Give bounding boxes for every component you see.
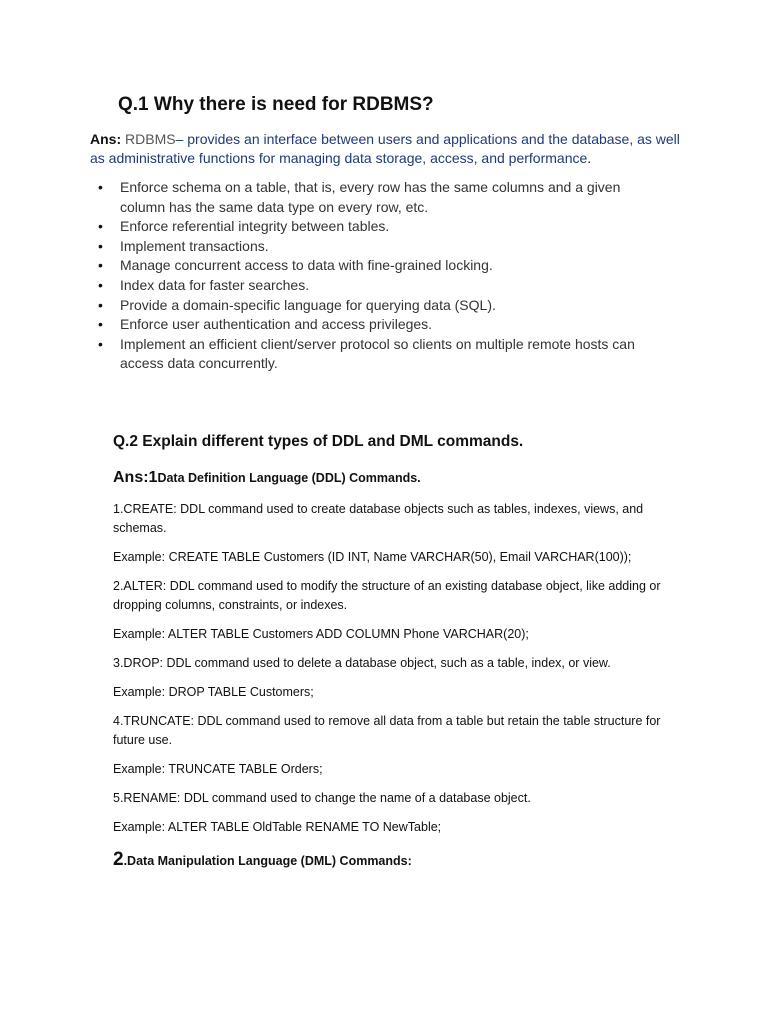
dml-heading-line [113, 850, 683, 871]
q1-answer-label: Ans: [90, 131, 122, 147]
list-item: • Enforce schema on a table, that is, every row has the same columns and a given column has the same data type on every row, etc. [90, 178, 650, 217]
list-item: • Manage concurrent access to data with fine-grained locking. [90, 256, 650, 276]
q1-answer-term: RDBMS [125, 131, 176, 147]
list-item: • Implement transactions. [90, 237, 650, 257]
create-example: Example: CREATE TABLE Customers (ID INT, Name VARCHAR(50), Email VARCHAR(100)); [113, 550, 632, 564]
dml-heading: .Data Manipulation Language (DML) Commands: [123, 854, 412, 868]
ddl-heading-line [113, 468, 683, 488]
rename-example: Example: ALTER TABLE OldTable RENAME TO NewTable; [113, 820, 442, 834]
truncate-example: Example: TRUNCATE TABLE Orders; [113, 762, 323, 776]
q1-answer-text: – provides an interface between users and applications and the database, as well as administrative functions for managing data storage, access, and performance [90, 131, 680, 166]
q1-answer [90, 130, 680, 168]
truncate-description: 4.TRUNCATE: DDL command used to remove all data from a table but retain the table structure for future use. [113, 714, 661, 747]
list-item: • Implement an efficient client/server protocol so clients on multiple remote hosts can access data concurrently. [90, 335, 650, 374]
q2-answer-label: Ans:1 [113, 469, 158, 486]
list-item: • Enforce referential integrity between tables. [90, 217, 650, 237]
list-item: • Index data for faster searches. [90, 276, 650, 296]
ddl-heading: Data Definition Language (DDL) Commands. [157, 471, 421, 485]
q1-title: Q.1 Why there is need for RDBMS? [118, 94, 434, 115]
drop-example: Example: DROP TABLE Customers; [113, 685, 314, 699]
alter-description: 2.ALTER: DDL command used to modify the structure of an existing database object, like adding or dropping columns, constraints, or indexes. [113, 579, 661, 612]
list-item: • Enforce user authentication and access privileges. [90, 315, 650, 335]
dml-number: 2 [113, 849, 124, 870]
q2-title: Q.2 Explain different types of DDL and DML commands. [113, 433, 524, 450]
rdbms-feature-list [90, 178, 650, 374]
list-item: • Provide a domain-specific language for querying data (SQL). [90, 296, 650, 316]
rename-description: 5.RENAME: DDL command used to change the name of a database object. [113, 791, 531, 805]
alter-example: Example: ALTER TABLE Customers ADD COLUMN Phone VARCHAR(20); [113, 627, 529, 641]
drop-description: 3.DROP: DDL command used to delete a database object, such as a table, index, or view. [113, 656, 611, 670]
q1-answer-end: . [587, 150, 592, 166]
create-description: 1.CREATE: DDL command used to create database objects such as tables, indexes, views, and schemas. [113, 502, 644, 535]
